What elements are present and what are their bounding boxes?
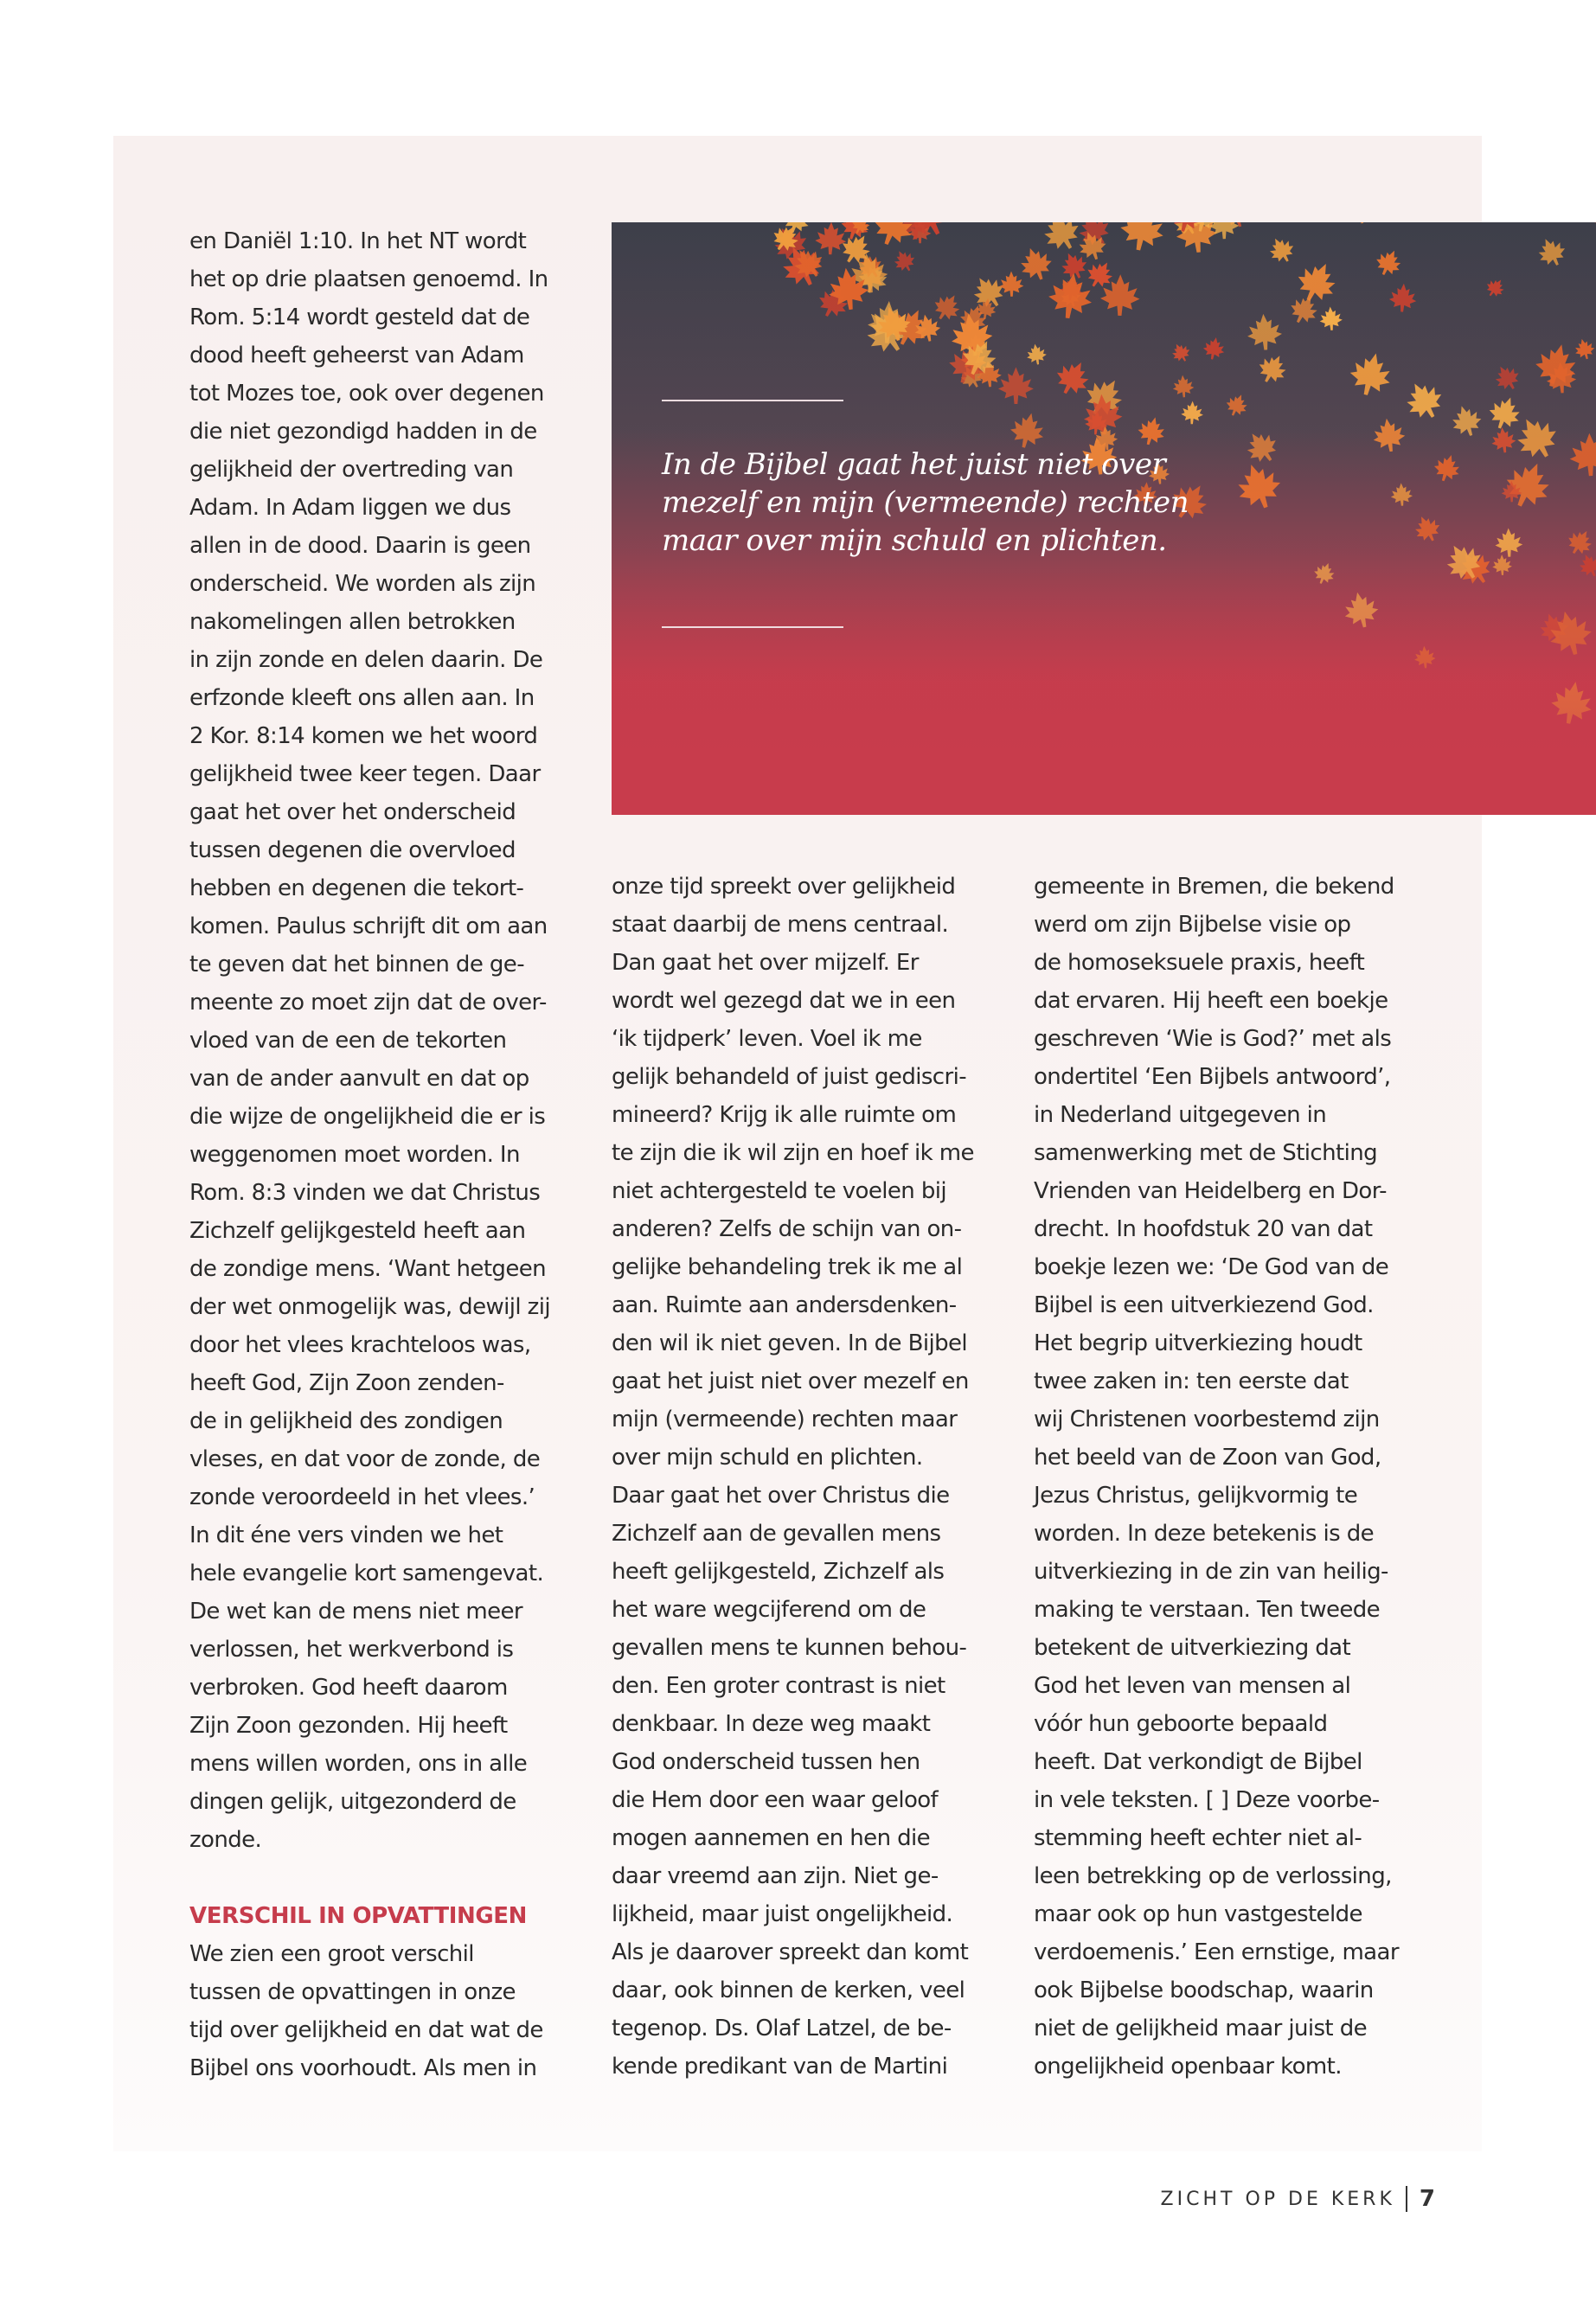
footer-divider [1406,2186,1407,2212]
text-line: samenwerking met de Stichting [1034,1140,1378,1166]
text-line: in vele teksten. [ ] Deze voorbe- [1034,1787,1380,1813]
text-line: Zichzelf gelijkgesteld heeft aan [189,1218,526,1244]
text-line: over mijn schuld en plichten. [612,1445,923,1471]
article-column-3 [1034,868,1432,2086]
text-line: heeft. Dat verkondigt de Bijbel [1034,1749,1362,1775]
text-line: het op drie plaatsen genoemd. In [189,266,548,292]
quote-rule-top [662,400,843,401]
text-line: en Daniël 1:10. In het NT wordt [189,228,527,254]
text-line: Bijbel ons voorhoudt. Als men in [189,2055,537,2081]
column1-body [189,222,570,1859]
text-line: werd om zijn Bijbelse visie op [1034,912,1351,938]
text-line: gemeente in Bremen, die bekend [1034,874,1394,900]
text-line: wij Christenen voorbestemd zijn [1034,1407,1380,1433]
text-line: het ware wegcijferend om de [612,1597,926,1623]
text-line: die niet gezondigd hadden in de [189,419,537,445]
text-line: In dit éne vers vinden we het [189,1522,503,1548]
text-line: tussen de opvattingen in onze [189,1979,516,2005]
text-line: der wet onmogelijk was, dewijl zij [189,1294,550,1320]
column1-after-heading [189,1935,570,2087]
text-line: de in gelijkheid des zondigen [189,1408,503,1434]
text-line: tot Mozes toe, ook over degenen [189,381,544,407]
pull-quote-line: In de Bijbel gaat het juist niet over [662,447,1166,482]
text-line: hele evangelie kort samengevat. [189,1561,544,1586]
text-line: niet achtergesteld te voelen bij [612,1178,946,1204]
section-heading: VERSCHIL IN OPVATTINGEN [189,1903,528,1929]
text-line: die Hem door een waar geloof [612,1787,939,1813]
pull-quote-line: mezelf en mijn (vermeende) rechten [662,485,1189,520]
text-line: mineerd? Krijg ik alle ruimte om [612,1102,957,1128]
text-line: De wet kan de mens niet meer [189,1599,523,1625]
text-line: tijd over gelijkheid en dat wat de [189,2017,543,2043]
text-line: making te verstaan. Ten tweede [1034,1597,1381,1623]
text-line: wordt wel gezegd dat we in een [612,988,956,1014]
text-line: vleses, en dat voor de zonde, de [189,1446,541,1472]
text-line: gelijkheid twee keer tegen. Daar [189,761,541,787]
text-line: dat ervaren. Hij heeft een boekje [1034,988,1388,1014]
text-line: den wil ik niet geven. In de Bijbel [612,1330,967,1356]
pull-quote-text [662,445,1198,560]
text-line: Het begrip uitverkiezing houdt [1034,1330,1362,1356]
text-line: het beeld van de Zoon van God, [1034,1445,1381,1471]
text-line: God het leven van mensen al [1034,1673,1351,1699]
text-line: staat daarbij de mens centraal. [612,912,949,938]
text-line: Als je daarover spreekt dan komt [612,1939,969,1965]
text-line: daar, ook binnen de kerken, veel [612,1977,965,2003]
text-line: kende predikant van de Martini [612,2054,948,2080]
text-line: zonde. [189,1827,262,1853]
quote-rule-bottom [662,626,843,628]
text-line: de homoseksuele praxis, heeft [1034,950,1365,976]
text-line: Zijn Zoon gezonden. Hij heeft [189,1713,508,1739]
text-line: in Nederland uitgegeven in [1034,1102,1327,1128]
text-line: ondertitel ‘Een Bijbels antwoord’, [1034,1064,1391,1090]
text-line: van de ander aanvult en dat op [189,1066,529,1092]
page-footer [1161,2182,1435,2216]
text-line: die wijze de ongelijkheid die er is [189,1104,546,1130]
text-line: geschreven ‘Wie is God?’ met als [1034,1026,1392,1052]
text-line: gelijkheid der overtreding van [189,457,514,483]
text-line: allen in de dood. Daarin is geen [189,533,531,559]
text-line: tegenop. Ds. Olaf Latzel, de be- [612,2016,952,2041]
text-line: maar ook op hun vastgestelde [1034,1901,1362,1927]
text-line: mogen aannemen en hen die [612,1825,931,1851]
text-line: 2 Kor. 8:14 komen we het woord [189,723,538,749]
text-line: gelijke behandeling trek ik me al [612,1254,963,1280]
text-line: uitverkiezing in de zin van heilig- [1034,1559,1388,1585]
text-line: vóór hun geboorte bepaald [1034,1711,1328,1737]
text-line: heeft gelijkgesteld, Zichzelf als [612,1559,945,1585]
text-line: verbroken. God heeft daarom [189,1675,508,1701]
text-line: denkbaar. In deze weg maakt [612,1711,931,1737]
text-line: niet de gelijkheid maar juist de [1034,2016,1367,2041]
text-line: drecht. In hoofdstuk 20 van dat [1034,1216,1373,1242]
text-line: weggenomen moet worden. In [189,1142,520,1168]
text-line: dood heeft geheerst van Adam [189,343,524,369]
text-line: meente zo moet zijn dat de over- [189,990,547,1016]
text-line: mijn (vermeende) rechten maar [612,1407,958,1433]
text-line: mens willen worden, ons in alle [189,1751,528,1777]
text-line: zonde veroordeeld in het vlees.’ [189,1484,535,1510]
text-line: verdoemenis.’ Een ernstige, maar [1034,1939,1399,1965]
article-column-1 [189,222,570,2087]
text-line: gaat het over het onderscheid [189,799,516,825]
text-line: de zondige mens. ‘Want hetgeen [189,1256,546,1282]
text-line: tussen degenen die overvloed [189,837,516,863]
text-line: gevallen mens te kunnen behou- [612,1635,967,1661]
text-line: te zijn die ik wil zijn en hoef ik me [612,1140,974,1166]
text-line: in zijn zonde en delen daarin. De [189,647,543,673]
pull-quote-banner [612,222,1596,815]
text-line: Daar gaat het over Christus die [612,1483,950,1509]
text-line: te geven dat het binnen de ge- [189,952,524,977]
text-line: lijkheid, maar juist ongelijkheid. [612,1901,953,1927]
text-line: Bijbel is een uitverkiezend God. [1034,1292,1374,1318]
text-line: door het vlees krachteloos was, [189,1332,531,1358]
text-line: Jezus Christus, gelijkvormig te [1034,1483,1358,1509]
text-line: twee zaken in: ten eerste dat [1034,1368,1349,1394]
text-line: Vrienden van Heidelberg en Dor- [1034,1178,1387,1204]
pull-quote-line: maar over mijn schuld en plichten. [662,523,1167,558]
magazine-title: ZICHT OP DE KERK [1160,2188,1395,2210]
text-line: erfzonde kleeft ons allen aan. In [189,685,535,711]
text-line: boekje lezen we: ‘De God van de [1034,1254,1389,1280]
text-line: ook Bijbelse boodschap, waarin [1034,1977,1374,2003]
text-line: den. Een groter contrast is niet [612,1673,945,1699]
text-line: onze tijd spreekt over gelijkheid [612,874,956,900]
text-line: gaat het juist niet over mezelf en [612,1368,969,1394]
text-line: nakomelingen allen betrokken [189,609,516,635]
text-line: komen. Paulus schrijft dit om aan [189,913,548,939]
text-line: verlossen, het werkverbond is [189,1637,514,1663]
page-number: 7 [1419,2186,1435,2212]
text-line: We zien een groot verschil [189,1941,474,1967]
text-line: God onderscheid tussen hen [612,1749,920,1775]
text-line: Zichzelf aan de gevallen mens [612,1521,941,1547]
text-line: Rom. 5:14 wordt gesteld dat de [189,304,530,330]
text-line: vloed van de een de tekorten [189,1028,507,1054]
text-line: stemming heeft echter niet al- [1034,1825,1362,1851]
text-line: Adam. In Adam liggen we dus [189,495,511,521]
text-line: aan. Ruimte aan andersdenken- [612,1292,957,1318]
text-line: ‘ik tijdperk’ leven. Voel ik me [612,1026,922,1052]
paragraph-gap [189,1859,570,1897]
text-line: gelijk behandeld of juist gediscri- [612,1064,966,1090]
article-column-2 [612,868,992,2086]
text-line: ongelijkheid openbaar komt. [1034,2054,1342,2080]
text-line: betekent de uitverkiezing dat [1034,1635,1351,1661]
text-line: hebben en degenen die tekort- [189,875,524,901]
text-line: dingen gelijk, uitgezonderd de [189,1789,516,1815]
text-line: onderscheid. We worden als zijn [189,571,536,597]
text-line: Dan gaat het over mijzelf. Er [612,950,919,976]
text-line: daar vreemd aan zijn. Niet ge- [612,1863,939,1889]
text-line: heeft God, Zijn Zoon zenden- [189,1370,504,1396]
text-line: Rom. 8:3 vinden we dat Christus [189,1180,541,1206]
text-line: leen betrekking op de verlossing, [1034,1863,1392,1889]
text-line: anderen? Zelfs de schijn van on- [612,1216,962,1242]
text-line: worden. In deze betekenis is de [1034,1521,1374,1547]
